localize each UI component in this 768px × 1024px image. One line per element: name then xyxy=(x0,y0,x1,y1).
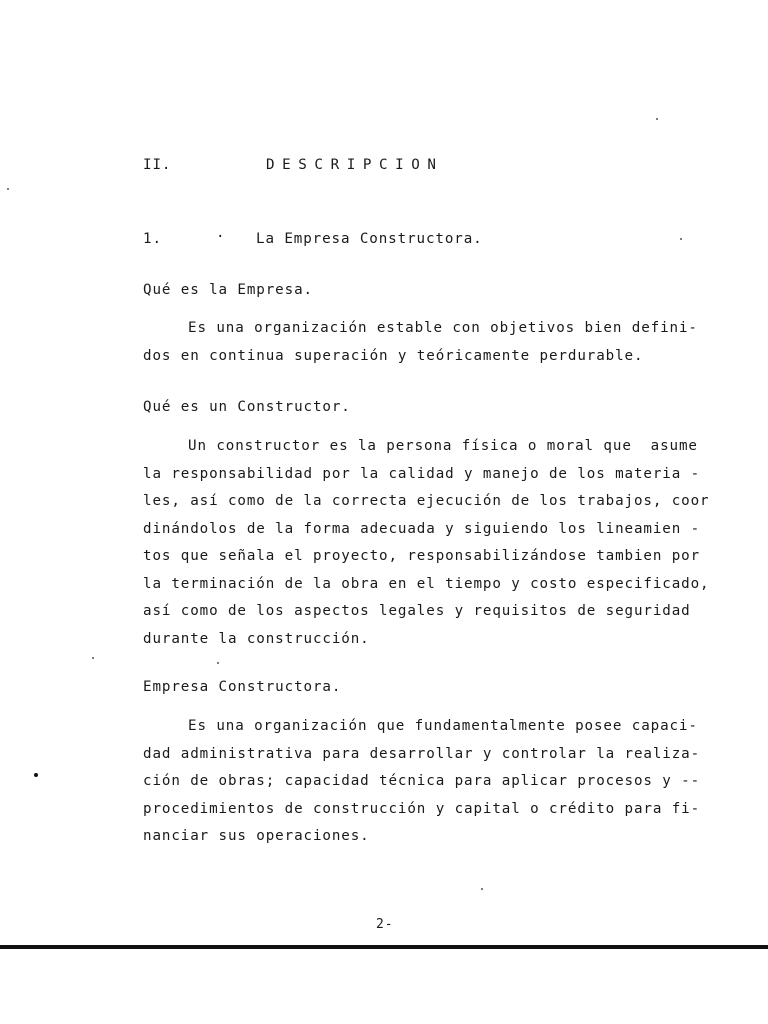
paragraph-line: tos que señala el proyecto, responsabilizándose tambien por xyxy=(143,548,701,564)
paragraph-constructor xyxy=(143,433,710,653)
item-bullet: · xyxy=(216,229,226,245)
heading-empresa: Qué es la Empresa. xyxy=(143,282,313,298)
scan-speck xyxy=(680,238,682,240)
paragraph-line: así como de los aspectos legales y requisitos de seguridad xyxy=(143,603,691,619)
paragraph-line: la responsabilidad por la calidad y manejo de los materia - xyxy=(143,465,701,482)
paragraph-line: la terminación de la obra en el tiempo y costo especificado, xyxy=(143,575,710,592)
heading-constructor: Qué es un Constructor. xyxy=(143,399,351,415)
paragraph-line: Es una organización estable con objetivos bien defini- xyxy=(188,320,698,336)
scan-speck xyxy=(656,118,658,120)
paragraph-line: dinándolos de la forma adecuada y siguiendo los lineamien - xyxy=(143,520,701,537)
paragraph-empresa-constructora xyxy=(143,713,703,851)
heading-empresa-constructora: Empresa Constructora. xyxy=(143,679,342,695)
item-number: 1. xyxy=(143,231,162,247)
scan-speck xyxy=(34,773,38,777)
paragraph-line: nanciar sus operaciones. xyxy=(143,828,370,844)
paragraph-line: Es una organización que fundamentalmente posee capaci- xyxy=(188,718,698,734)
paragraph-line: dad administrativa para desarrollar y controlar la realiza- xyxy=(143,745,701,762)
scan-speck xyxy=(7,188,9,190)
section-number: II. xyxy=(143,157,172,173)
paragraph-line: dos en continua superación y teóricamente perdurable. xyxy=(143,347,644,364)
scan-speck xyxy=(481,888,483,890)
paragraph-line: Un constructor es la persona física o moral que asume xyxy=(188,438,698,454)
item-title: La Empresa Constructora. xyxy=(256,231,483,247)
paragraph-line: durante la construcción. xyxy=(143,630,370,647)
bottom-rule xyxy=(0,945,768,949)
section-title: DESCRIPCION xyxy=(266,157,444,173)
scan-speck xyxy=(92,657,94,659)
paragraph-line: procedimientos de construcción y capital o crédito para fi- xyxy=(143,800,701,817)
paragraph-empresa xyxy=(143,315,703,370)
paragraph-line: ción de obras; capacidad técnica para aplicar procesos y -- xyxy=(143,773,701,789)
page-number: 2- xyxy=(376,917,394,932)
paragraph-line: les, así como de la correcta ejecución de los trabajos, coor xyxy=(143,493,710,509)
scan-speck xyxy=(217,662,219,664)
